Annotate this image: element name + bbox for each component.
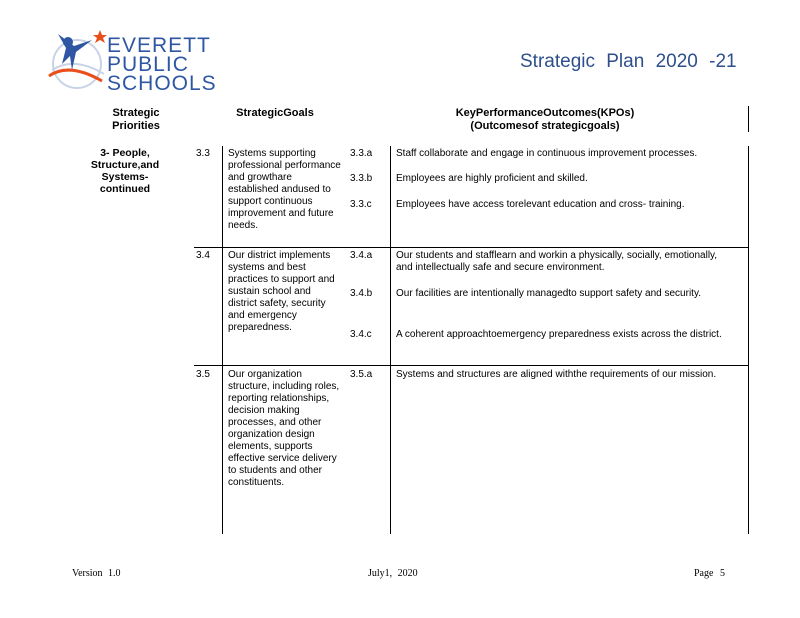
logo-line-1: EVERETT bbox=[107, 34, 211, 57]
footer-date: July1, 2020 bbox=[368, 568, 418, 579]
priority-line4: continued bbox=[99, 183, 151, 195]
outcome-number: 3.4.b bbox=[350, 288, 373, 299]
outcome-text: Staff collaborate and engage in continuous improvement processes. bbox=[396, 148, 698, 159]
priority-cell bbox=[80, 147, 170, 195]
outcome-number: 3.3.b bbox=[350, 173, 373, 184]
header-kpo-line2: (Outcomesof strategicgoals) bbox=[470, 120, 620, 132]
goals-left-border bbox=[222, 146, 223, 534]
outcome-number: 3.3.c bbox=[350, 199, 372, 210]
priority-line3: Systems- bbox=[101, 171, 149, 183]
outcome-text: Employees have access torelevant education and cross- training. bbox=[396, 199, 685, 210]
logo-line-3: SCHOOLS bbox=[107, 72, 217, 95]
priority-line1: 3- People, bbox=[100, 147, 150, 159]
header-priorities-line1: Strategic bbox=[112, 107, 160, 119]
document-title: Strategic Plan 2020 -21 bbox=[520, 51, 737, 72]
header-kpo-line1: KeyPerformanceOutcomes(KPOs) bbox=[455, 107, 635, 119]
outcome-number: 3.4.a bbox=[350, 250, 373, 261]
kpo-left-border bbox=[390, 146, 391, 534]
outcome-number: 3.4.c bbox=[350, 329, 372, 340]
outcome-text: Employees are highly proficient and skilled. bbox=[396, 173, 588, 184]
goal-text: Our organization structure, including roles, reporting relationships, decision making processes, and other organization design elements, supports effective service delivery to students and other constituents. bbox=[228, 369, 340, 488]
row-divider-1 bbox=[194, 247, 749, 248]
row-divider-2 bbox=[194, 365, 749, 366]
outcome-text: Our students and stafflearn and workin a physically, socially, emotionally, and intellectually safe and secure environment. bbox=[396, 250, 718, 273]
outcome-text: A coherent approachtoemergency preparedness exists across the district. bbox=[396, 329, 722, 340]
outcome-text: Our facilities are intentionally managedto support safety and security. bbox=[396, 288, 701, 299]
district-logo bbox=[44, 26, 217, 96]
header-goals: StrategicGoals bbox=[236, 107, 314, 119]
logo-figure-icon bbox=[44, 26, 114, 96]
logo-line-2: PUBLIC bbox=[107, 53, 189, 76]
outcome-number: 3.3.a bbox=[350, 148, 373, 159]
outcome-number: 3.5.a bbox=[350, 369, 373, 380]
header-priorities bbox=[96, 107, 176, 133]
header-priorities-line2: Priorities bbox=[112, 120, 160, 132]
goal-number: 3.3 bbox=[196, 148, 210, 159]
outcome-text: Systems and structures are aligned withthe requirements of our mission. bbox=[396, 369, 717, 380]
goal-number: 3.4 bbox=[196, 250, 210, 261]
goal-number: 3.5 bbox=[196, 369, 210, 380]
header-kpo bbox=[430, 107, 660, 133]
priority-line2: Structure,and bbox=[90, 159, 160, 171]
goal-text: Our district implements systems and best practices to support and sustain school and district safety, security and emergency preparedness. bbox=[228, 250, 335, 333]
footer-version: Version 1.0 bbox=[72, 568, 121, 579]
goal-text: Systems supporting professional performance and growthare established andused to support continuous improvement and future needs. bbox=[228, 148, 341, 231]
table-right-border bbox=[748, 146, 749, 534]
footer-page-number: Page 5 bbox=[694, 568, 725, 579]
header-right-border bbox=[748, 106, 749, 132]
